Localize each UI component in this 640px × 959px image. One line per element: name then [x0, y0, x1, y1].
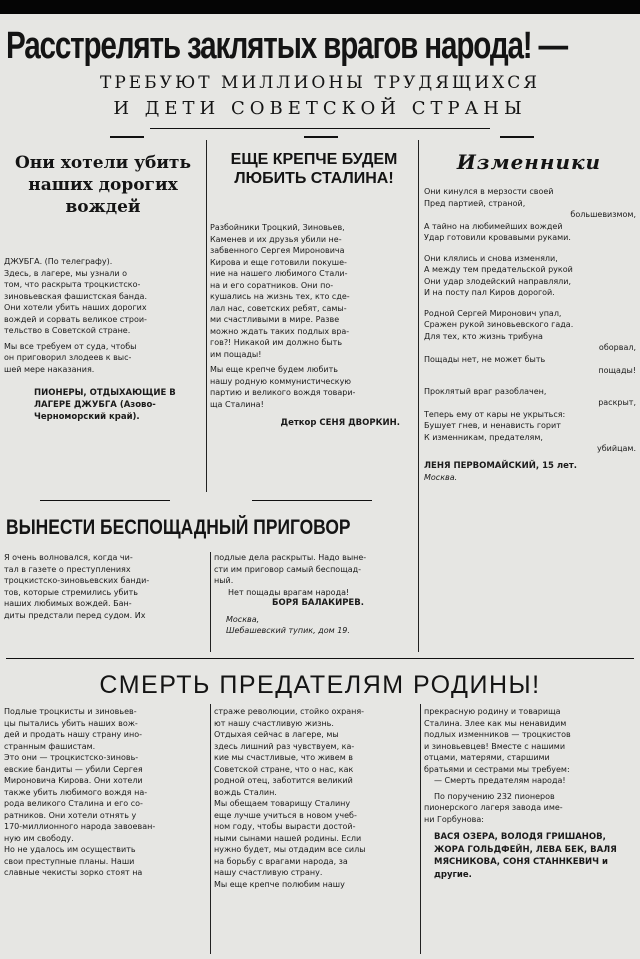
- article-line: лал нас, советских ребят, самы-: [210, 303, 347, 313]
- article-line: ни Горбунова:: [424, 814, 484, 824]
- article-line: рода великого Сталина и его со-: [4, 799, 143, 808]
- article-2-body: [210, 222, 416, 430]
- article-line: странным фашистам.: [4, 741, 96, 751]
- column-rule: [210, 704, 211, 954]
- article-line: еще лучше учиться в новом учеб-: [214, 810, 357, 820]
- poem-line: А между тем предательской рукой: [424, 265, 573, 274]
- poem-line: Пред партией, страной,: [424, 198, 526, 208]
- article-line: партию и великого вождя товари-: [210, 388, 356, 397]
- masthead-subtitle-2: И ДЕТИ СОВЕТСКОЙ СТРАНЫ: [113, 98, 527, 119]
- column-rule: [420, 704, 421, 954]
- article-line: гов?! Никакой им должно быть: [210, 338, 343, 347]
- article-line: 170-миллионного народа завоеван-: [4, 822, 156, 831]
- section-divider: [6, 658, 634, 659]
- article-line: ную им свободу.: [4, 833, 74, 843]
- article-line: славные чекисты зорко стоят на: [4, 868, 143, 877]
- article-line: нужно будет, мы отдадим все силы: [214, 845, 366, 854]
- poem-line: большевизмом,: [570, 210, 636, 219]
- article-line: здесь лишний раз чувствуем, ка-: [214, 741, 355, 751]
- article-line: Разбойники Троцкий, Зиновьев,: [210, 223, 345, 232]
- poem-line: Проклятый враг разоблачен,: [424, 386, 547, 396]
- masthead-divider-short: [304, 136, 338, 138]
- article-line: на и его соратников. Они по-: [210, 280, 334, 290]
- article-line: ми счастливыми в мире. Разве: [210, 315, 340, 324]
- article-line: Кирова и еще готовили покуше-: [210, 257, 347, 267]
- poem-line: Теперь ему от кары не укрыться:: [424, 409, 566, 419]
- article-line: подлых изменников — троцкистов: [424, 730, 571, 739]
- article-line: подлые дела раскрыты. Надо выне-: [214, 553, 367, 562]
- article-line: Это они — троцкистско-зиновь-: [4, 753, 139, 762]
- article-line: том, что раскрыта троцкистско-: [4, 280, 141, 289]
- article-line: Они хотели убить наших дорогих: [4, 303, 147, 312]
- article-line: тал в газете о преступлениях: [4, 564, 131, 574]
- column-rule: [418, 140, 419, 652]
- poem-line: Они удар злодейский направляли,: [424, 276, 571, 286]
- article-3-city: Москва.: [424, 473, 458, 482]
- poem-line: А тайно на любимейших вождей: [424, 221, 563, 231]
- article-line: Подлые троцкисты и зиновьев-: [4, 707, 137, 716]
- article-line: диты предстали перед судом. Их: [4, 610, 146, 620]
- poem-line: Сражен рукой зиновьевского гада.: [424, 320, 574, 329]
- article-2-headline: ЕЩЕ КРЕПЧЕ БУДЕМ ЛЮБИТЬ СТАЛИНА!: [230, 151, 398, 187]
- article-line: прекрасную родину и товарища: [424, 707, 561, 716]
- article-line: сти им приговор самый беспощад-: [214, 564, 362, 574]
- poem-line: Бушует гнев, и ненависть горит: [424, 421, 561, 430]
- article-line: также убить любимого вождя на-: [4, 787, 148, 797]
- article-line: забвенного Сергея Мироновича: [210, 246, 345, 255]
- article-5-signatures: ВАСЯ ОЗЕРА, ВОЛОДЯ ГРИШАНОВ, ЖОРА ГОЛЬДФЕЙН, ЛЕВА БЕК, ВАЛЯ МЯСНИКОВА, СОНЯ СТАННКЕВИЧ и другие.: [434, 832, 617, 880]
- article-line: Мироновича Кирова. Они хотели: [4, 776, 143, 785]
- article-4-left-column: [4, 552, 206, 621]
- article-line: кушались на жизнь тех, кто сде-: [210, 292, 350, 301]
- article-line: Советской стране, что о нас, как: [214, 764, 354, 774]
- article-line: евские бандиты — убили Сергея: [4, 764, 143, 774]
- article-line: пионерского лагеря завода име-: [424, 803, 563, 812]
- masthead-divider-short: [500, 136, 534, 138]
- article-line: Отдыхая сейчас в лагере, мы: [214, 730, 339, 739]
- article-line: Мы еще крепче будем любить: [210, 365, 338, 374]
- article-3-body: [424, 186, 636, 484]
- article-line: кие мы счастливые, что живем в: [214, 753, 353, 762]
- masthead-subtitle-1: ТРЕБУЮТ МИЛЛИОНЫ ТРУДЯЩИХСЯ: [100, 73, 540, 93]
- article-line: им пощады!: [210, 349, 262, 359]
- article-line: ют нашу счастливую жизнь.: [214, 718, 334, 728]
- article-line: Здесь, в лагере, мы узнали о: [4, 268, 128, 278]
- article-4-signature: БОРЯ БАЛАКИРЕВ.: [272, 598, 364, 608]
- article-line: на борьбу с врагами народа, за: [214, 856, 348, 866]
- article-line: вождей и сорвать великое строи-: [4, 314, 147, 324]
- article-line: вождь Сталин.: [214, 787, 277, 797]
- article-line: ный.: [214, 576, 234, 585]
- poem-line: убийцам.: [597, 444, 636, 453]
- article-2-signature: Деткор СЕНЯ ДВОРКИН.: [280, 418, 400, 428]
- poem-line: К изменникам, предателям,: [424, 432, 543, 442]
- article-5-col-2: [214, 706, 418, 890]
- poem-line: Удар готовили кровавыми руками.: [424, 233, 571, 242]
- article-line: страже революции, стойко охраня-: [214, 707, 365, 716]
- section-divider: [252, 500, 372, 501]
- column-rule: [210, 552, 211, 652]
- article-4-headline: ВЫНЕСТИ БЕСПОЩАДНЫЙ ПРИГОВОР: [6, 516, 351, 539]
- article-line: свои преступные планы. Наши: [4, 856, 135, 866]
- poem-line: Пощады нет, не может быть: [424, 354, 546, 364]
- article-line: ща Сталина!: [210, 399, 264, 409]
- article-1-signature: ПИОНЕРЫ, ОТДЫХАЮЩИЕ В ЛАГЕРЕ ДЖУБГА (Азово-Черноморский край).: [34, 388, 176, 422]
- article-3-headline: Изменники: [456, 150, 602, 174]
- article-line: отцами, матерями, старшими: [424, 753, 550, 762]
- article-line: Я очень волновался, когда чи-: [4, 553, 133, 562]
- article-line: ДЖУБГА. (По телеграфу).: [4, 257, 113, 266]
- poem-line: Они кинулся в мерзости своей: [424, 187, 554, 196]
- masthead-title: Расстрелять заклятых врагов народа! —: [6, 25, 568, 67]
- article-5-headline: СМЕРТЬ ПРЕДАТЕЛЯМ РОДИНЫ!: [99, 671, 541, 699]
- article-line: цы пытались убить наших вож-: [4, 718, 138, 728]
- article-line: ние на нашего любимого Стали-: [210, 269, 348, 278]
- article-4-slogan: Нет пощады врагам народа!: [228, 587, 350, 597]
- masthead-divider-short: [110, 136, 144, 138]
- poem-line: Для тех, кто жизнь трибуна: [424, 331, 543, 341]
- article-line: Мы еще крепче полюбим нашу: [214, 879, 345, 889]
- article-1-headline: Они хотели убить наших дорогих вождей: [14, 153, 192, 217]
- article-line: троцкистско-зиновьевских банди-: [4, 576, 150, 585]
- article-1-body: [4, 256, 202, 423]
- article-line: — Смерть предателям народа!: [434, 776, 566, 785]
- article-line: Каменев и их друзья убили не-: [210, 234, 342, 244]
- article-line: тельство в Советской стране.: [4, 326, 131, 335]
- article-4-street: Шебашевский тупик, дом 19.: [226, 626, 350, 635]
- article-line: родной отец, заботится великий: [214, 776, 353, 785]
- article-line: зиновьевская фашистская банда.: [4, 291, 147, 301]
- article-5-col-3: [424, 706, 636, 881]
- top-border: [0, 0, 640, 14]
- article-4-right-column: [214, 552, 414, 637]
- article-line: Но не удалось им осуществить: [4, 845, 136, 854]
- article-line: братьями и сестрами мы требуем:: [424, 764, 570, 774]
- article-line: наших любимых вождей. Бан-: [4, 599, 132, 608]
- article-line: ными сынами нашей родины. Если: [214, 833, 362, 843]
- article-line: и зиновьевцев! Вместе с нашими: [424, 741, 566, 751]
- column-rule: [206, 140, 207, 492]
- article-line: Мы все требуем от суда, чтобы: [4, 341, 137, 351]
- article-line: ратников. Они хотели отнять у: [4, 810, 137, 820]
- article-line: можно ждать таких подлых вра-: [210, 326, 350, 336]
- poem-line: пощады!: [598, 366, 636, 375]
- poem-line: раскрыт,: [598, 398, 636, 407]
- article-4-city: Москва,: [226, 614, 260, 624]
- section-divider: [40, 500, 170, 501]
- masthead-divider: [150, 128, 490, 129]
- article-line: нашу счастливую страну.: [214, 868, 323, 877]
- poem-line: оборвал,: [598, 343, 636, 352]
- article-line: дей и продать нашу страну ино-: [4, 730, 142, 739]
- article-line: он приговорил злодеев к выс-: [4, 353, 132, 362]
- article-line: тов, которые стремились убить: [4, 587, 138, 597]
- poem-line: Они клялись и снова изменяли,: [424, 253, 558, 263]
- article-5-col-1: [4, 706, 208, 879]
- article-3-signature: ЛЕНЯ ПЕРВОМАЙСКИЙ, 15 лет.: [424, 460, 578, 471]
- article-line: Мы обещаем товарищу Сталину: [214, 799, 351, 808]
- article-line: ном году, чтобы вырасти достой-: [214, 822, 356, 831]
- article-line: По поручению 232 пионеров: [434, 791, 555, 801]
- poem-line: Родной Сергей Миронович упал,: [424, 308, 562, 318]
- article-line: шей мере наказания.: [4, 364, 95, 374]
- article-line: Сталина. Злее как мы ненавидим: [424, 718, 567, 728]
- article-line: нашу родную коммунистическую: [210, 376, 352, 386]
- poem-line: И на посту пал Киров дорогой.: [424, 288, 555, 297]
